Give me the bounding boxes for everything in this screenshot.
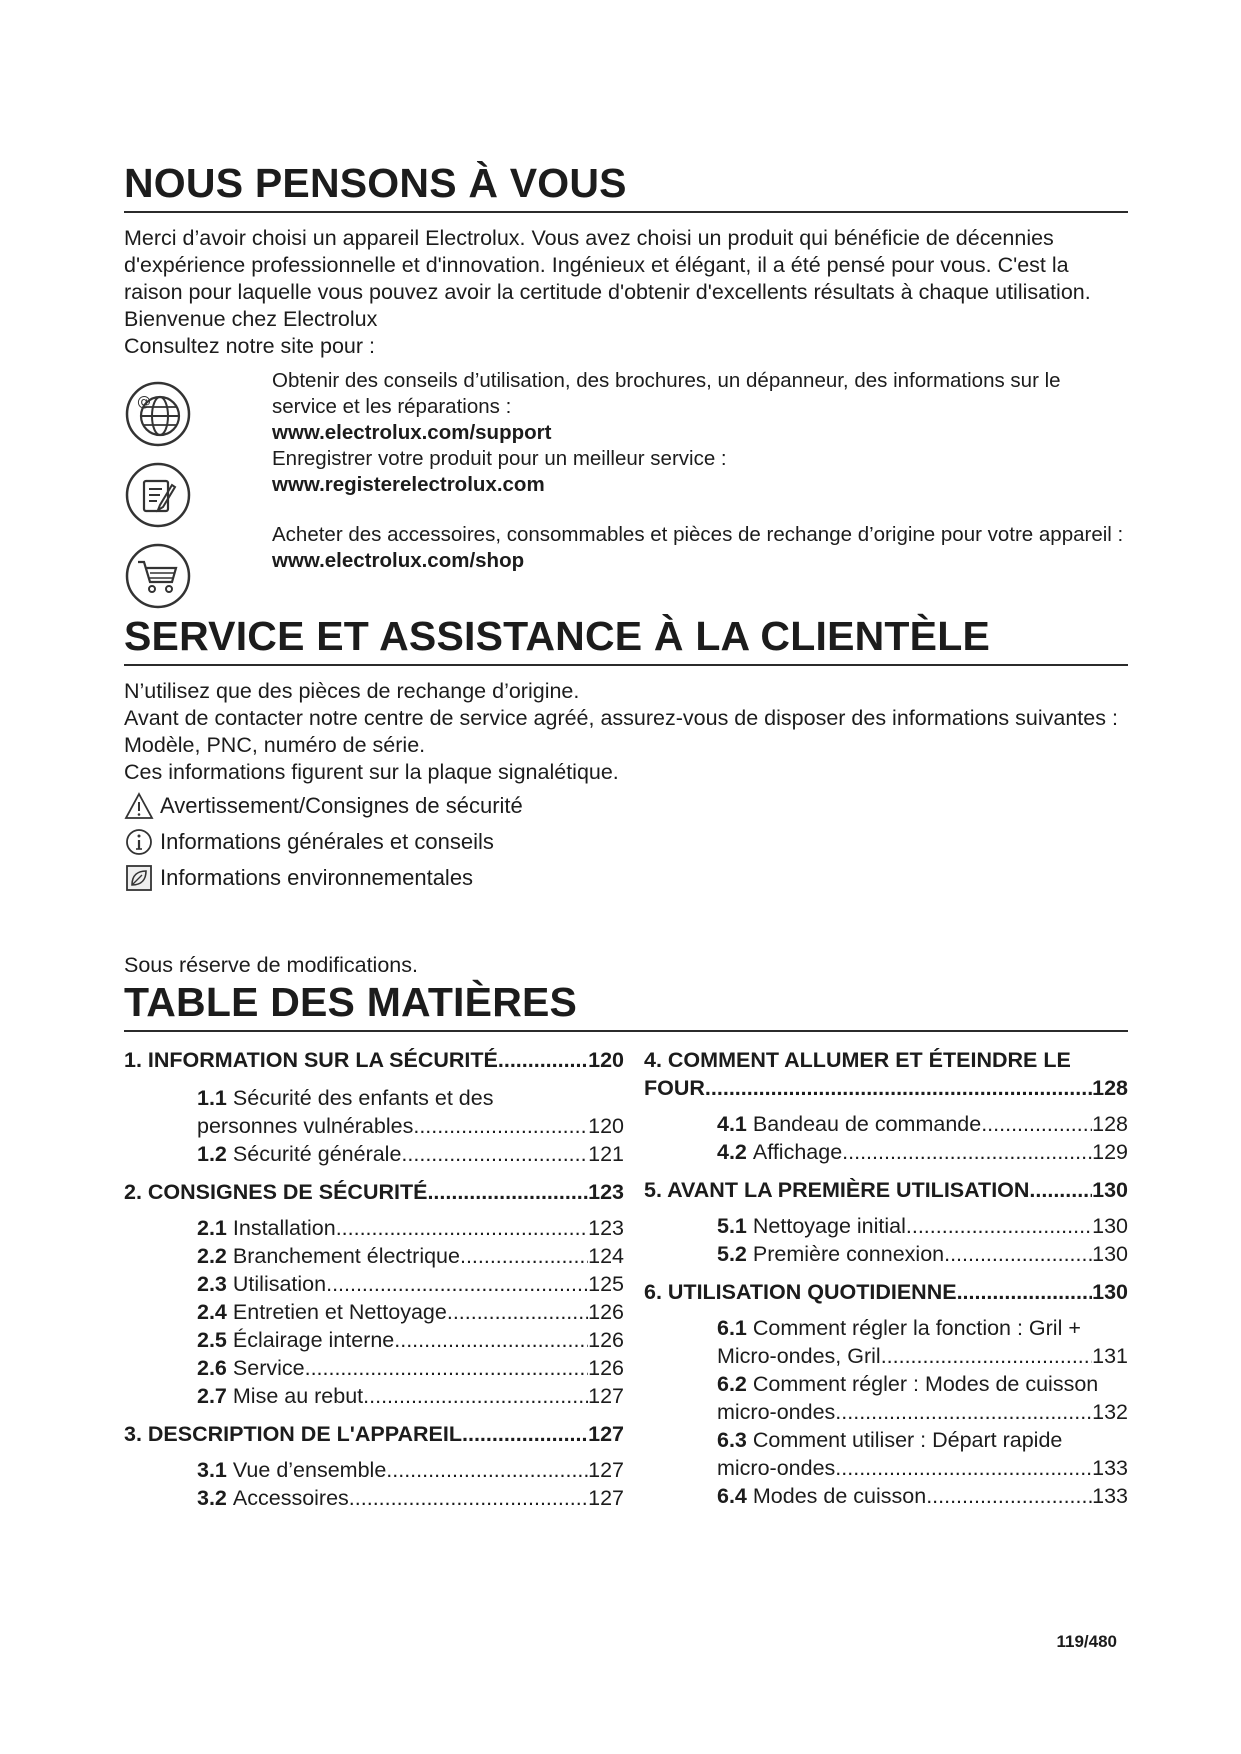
legend-environment: [124, 860, 1128, 896]
support-text: Obtenir des conseils d’utilisation, des brochures, un dépanneur, des informations sur le service et les réparations :: [272, 369, 1061, 419]
info-icon: [124, 827, 154, 857]
service-line-1: N’utilisez que des pièces de rechange d’origine.: [124, 679, 580, 704]
support-url[interactable]: www.electrolux.com/support: [272, 421, 552, 445]
toc-section-5[interactable]: 5. AVANT LA PREMIÈRE UTILISATION ..... 130: [644, 1176, 1128, 1204]
toc-entry-4-1[interactable]: 4.1 Bandeau de commande ..... 128: [644, 1110, 1128, 1138]
legend-warning: [124, 788, 1128, 824]
shop-text: Acheter des accessoires, consommables et pièces de rechange d’origine pour votre appareil :: [272, 523, 1124, 547]
welcome-title: NOUS PENSONS À VOUS: [124, 160, 1128, 213]
legend-environment-label: Informations environnementales: [160, 865, 474, 891]
register-icon: [124, 461, 192, 529]
welcome-intro: Merci d’avoir choisi un appareil Electrolux. Vous avez choisi un produit qui bénéficie de décennies d'expérience professionnelle et d'innovation. Ingénieux et élégant, il a été pensé pour vous. C'est la raison pour laquelle vous pouvez avoir la certitude d'obtenir d'excellents résultats à chaque utilisation.: [124, 226, 1091, 305]
toc-entry-4-2[interactable]: 4.2 Affichage ..... 129: [644, 1138, 1128, 1166]
table-of-contents: [124, 1046, 1128, 1566]
toc-entry-3-1[interactable]: 3.1 Vue d’ensemble ..... 127: [124, 1456, 624, 1484]
toc-section-3[interactable]: 3. DESCRIPTION DE L'APPAREIL ..... 127: [124, 1420, 624, 1448]
welcome-line: Bienvenue chez Electrolux: [124, 307, 378, 332]
toc-entry-2-6[interactable]: 2.6 Service ..... 126: [124, 1354, 624, 1382]
change-notice: Sous réserve de modifications.: [124, 953, 418, 978]
toc-entry-5-1[interactable]: 5.1 Nettoyage initial ..... 130: [644, 1212, 1128, 1240]
service-body: [124, 678, 1128, 786]
page-number: 119/480: [1056, 1632, 1117, 1651]
cart-icon: [124, 542, 192, 610]
toc-entry-6-3[interactable]: 6.3 Comment utiliser : Départ rapide micro-ondes ..... 133: [644, 1426, 1128, 1482]
icon-legend: [124, 788, 1128, 896]
service-title: SERVICE ET ASSISTANCE À LA CLIENTÈLE: [124, 613, 1128, 666]
svg-text:@: @: [137, 394, 151, 411]
service-line-2: Avant de contacter notre centre de service agréé, assurez-vous de disposer des informations suivantes : Modèle, PNC, numéro de série.: [124, 706, 1118, 758]
toc-entry-2-7[interactable]: 2.7 Mise au rebut ..... 127: [124, 1382, 624, 1410]
warning-icon: [124, 791, 154, 821]
legend-warning-label: Avertissement/Consignes de sécurité: [160, 793, 523, 819]
toc-section-2[interactable]: 2. CONSIGNES DE SÉCURITÉ ..... 123: [124, 1178, 624, 1206]
legend-info-label: Informations générales et conseils: [160, 829, 494, 855]
globe-icon: [124, 380, 192, 448]
toc-entry-2-4[interactable]: 2.4 Entretien et Nettoyage ..... 126: [124, 1298, 624, 1326]
toc-left-column: [124, 1046, 624, 1512]
service-line-3: Ces informations figurent sur la plaque signalétique.: [124, 760, 619, 785]
leaf-icon: [124, 863, 154, 893]
legend-info: [124, 824, 1128, 860]
toc-entry-3-2[interactable]: 3.2 Accessoires ..... 127: [124, 1484, 624, 1512]
toc-title: TABLE DES MATIÈRES: [124, 979, 1128, 1032]
toc-entry-6-1[interactable]: 6.1 Comment régler la fonction : Gril + Micro-ondes, Gril ..... 131: [644, 1314, 1128, 1370]
register-url[interactable]: www.registerelectrolux.com: [272, 473, 545, 497]
toc-section-1[interactable]: 1. INFORMATION SUR LA SÉCURITÉ ..... 120: [124, 1046, 624, 1074]
toc-entry-1-1[interactable]: 1.1 Sécurité des enfants et des personnes vulnérables ..... 120: [124, 1084, 624, 1140]
toc-entry-2-2[interactable]: 2.2 Branchement électrique ..... 124: [124, 1242, 624, 1270]
consult-links: [124, 368, 1128, 613]
consult-line: Consultez notre site pour :: [124, 334, 375, 359]
toc-entry-6-2[interactable]: 6.2 Comment régler : Modes de cuisson micro-ondes ..... 132: [644, 1370, 1128, 1426]
shop-link-block: [272, 522, 1128, 574]
shop-url[interactable]: www.electrolux.com/shop: [272, 549, 525, 573]
toc-entry-1-2[interactable]: 1.2 Sécurité générale ..... 121: [124, 1140, 624, 1168]
page: [124, 160, 1128, 1566]
toc-right-column: [644, 1046, 1128, 1510]
support-link-block: [272, 368, 1128, 498]
toc-entry-2-5[interactable]: 2.5 Éclairage interne ..... 126: [124, 1326, 624, 1354]
toc-section-4[interactable]: 4. COMMENT ALLUMER ET ÉTEINDRE LE FOUR ..... 128: [644, 1046, 1128, 1102]
toc-entry-2-1[interactable]: 2.1 Installation ..... 123: [124, 1214, 624, 1242]
toc-entry-5-2[interactable]: 5.2 Première connexion ..... 130: [644, 1240, 1128, 1268]
toc-section-6[interactable]: 6. UTILISATION QUOTIDIENNE ..... 130: [644, 1278, 1128, 1306]
toc-entry-2-3[interactable]: 2.3 Utilisation ..... 125: [124, 1270, 624, 1298]
toc-entry-6-4[interactable]: 6.4 Modes de cuisson ..... 133: [644, 1482, 1128, 1510]
register-text: Enregistrer votre produit pour un meilleur service :: [272, 447, 727, 471]
